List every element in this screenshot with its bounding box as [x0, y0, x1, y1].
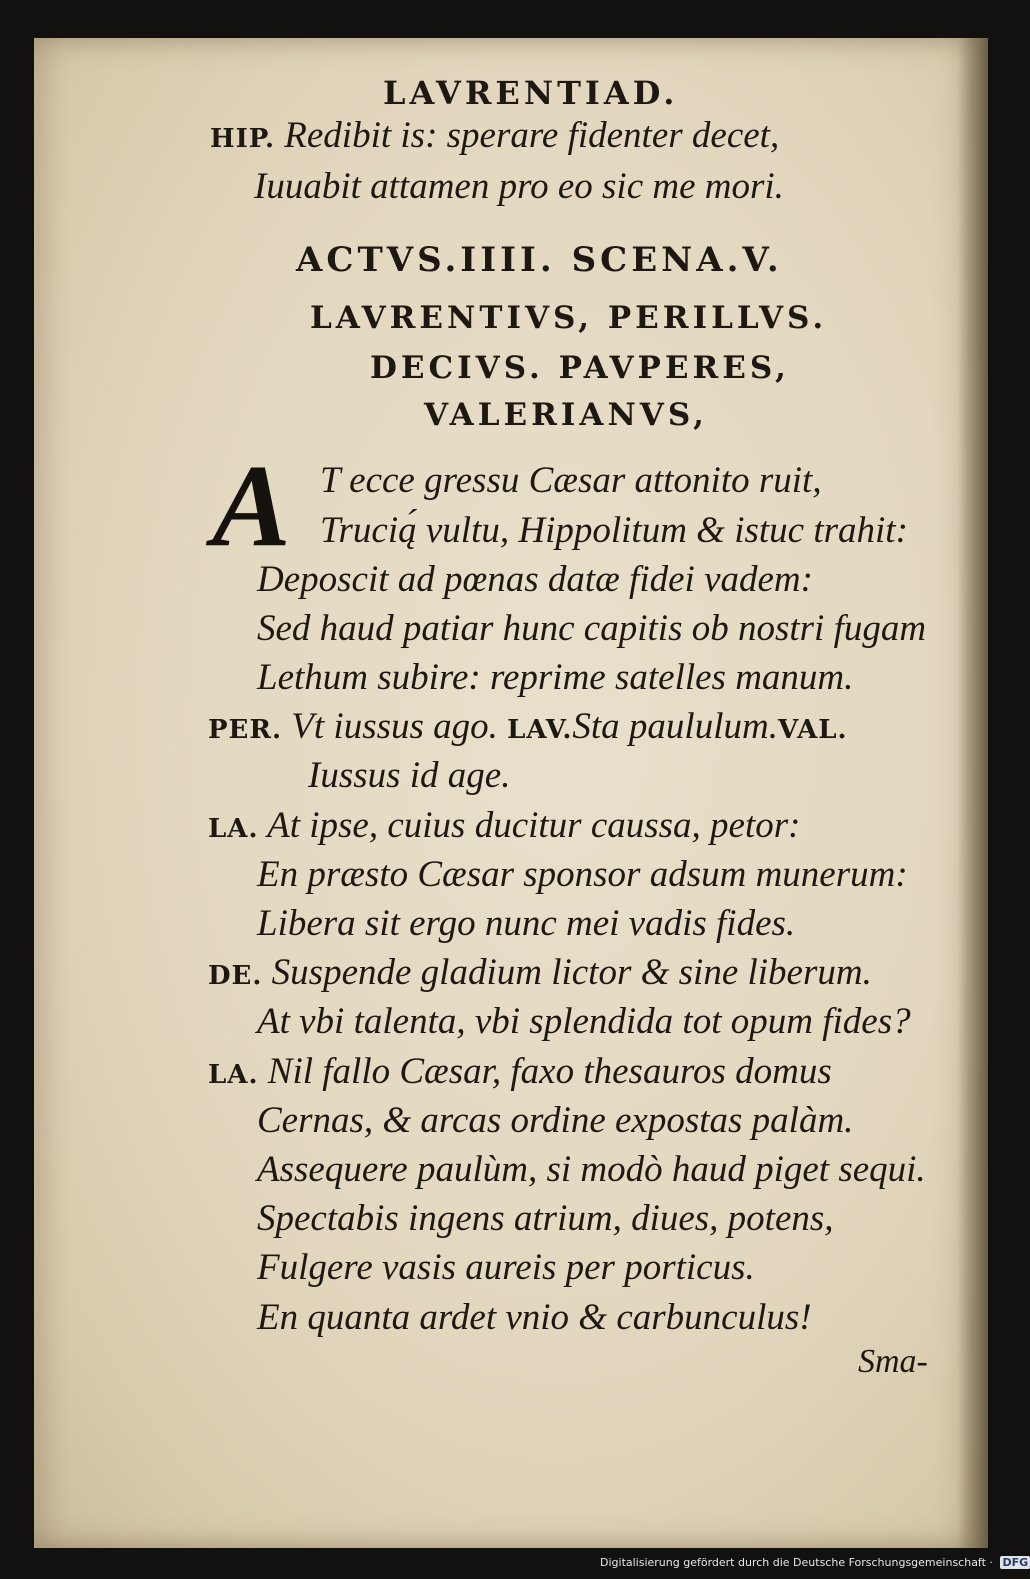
verse-line: At vbi talenta, vbi splendida tot opum fides? — [257, 1001, 911, 1042]
verse-line: T ecce gressu Cæsar attonito ruit, — [320, 460, 822, 501]
verse-line: Spectabis ingens atrium, diues, potens, — [257, 1198, 834, 1239]
digitization-credit: Digitalisierung gefördert durch die Deutsche Forschungsgemeinschaft · DFG — [600, 1556, 1029, 1569]
verse-line — [208, 1050, 832, 1093]
verse-line: Iuuabit attamen pro eo sic me mori. — [254, 166, 784, 207]
speaker-label: LA. — [208, 1060, 259, 1090]
verse-line: Sed haud patiar hunc capitis ob nostri fugam — [257, 608, 927, 649]
verse-text: Sta paululum. — [572, 706, 778, 747]
verse-text: Vt iussus ago. — [291, 706, 498, 747]
speaker-label: DE. — [208, 961, 263, 991]
speaker-label: VAL. — [777, 715, 848, 745]
verse-line: Lethum subire: reprime satelles manum. — [257, 657, 854, 698]
speaker-label: LA. — [208, 814, 259, 844]
speaker-label: PER. — [208, 715, 283, 745]
page-gutter-shadow — [958, 38, 988, 1548]
verse-line: Libera sit ergo nunc mei vadis fides. — [257, 903, 796, 944]
dfg-logo: DFG — [1002, 1556, 1029, 1569]
dramatis-personae-line: DECIVS. PAVPERES, — [370, 350, 790, 386]
verse-text: Suspende gladium lictor & sine liberum. — [271, 952, 872, 993]
verse-line: Deposcit ad pœnas datæ fidei vadem: — [257, 559, 813, 600]
verse-text: Redibit is: sperare fidenter decet, — [284, 115, 780, 156]
running-title: LAVRENTIAD. — [383, 74, 679, 112]
verse-line — [208, 705, 848, 748]
verse-line: Assequere paulùm, si modò haud piget sequi. — [257, 1149, 926, 1190]
verse-line — [208, 951, 872, 994]
dramatis-personae-line: VALERIANVS, — [424, 397, 708, 433]
verse-line: Iussus id age. — [308, 755, 511, 796]
verse-line: Cernas, & arcas ordine expostas palàm. — [257, 1100, 854, 1141]
verse-text: Nil fallo Cæsar, faxo thesauros domus — [267, 1051, 832, 1092]
verse-line: Fulgere vasis aureis per porticus. — [257, 1247, 755, 1288]
verse-line — [210, 114, 779, 157]
speaker-label: HIP. — [210, 124, 276, 154]
verse-line: En præsto Cæsar sponsor adsum munerum: — [257, 854, 908, 895]
drop-capital: A — [212, 440, 291, 571]
credit-text: Digitalisierung gefördert durch die Deutsche Forschungsgemeinschaft — [600, 1556, 986, 1569]
verse-line — [208, 804, 800, 847]
verse-text: At ipse, cuius ducitur caussa, petor: — [267, 805, 801, 846]
verse-line: Trucią́ vultu, Hippolitum & istuc trahit: — [320, 510, 908, 551]
scene-heading: ACTVS.IIII. SCENA.V. — [296, 240, 783, 280]
catchword: Sma- — [858, 1343, 928, 1380]
dramatis-personae-line: LAVRENTIVS, PERILLVS. — [310, 300, 828, 336]
speaker-label: LAV. — [507, 715, 573, 745]
verse-line: En quanta ardet vnio & carbunculus! — [257, 1297, 812, 1338]
